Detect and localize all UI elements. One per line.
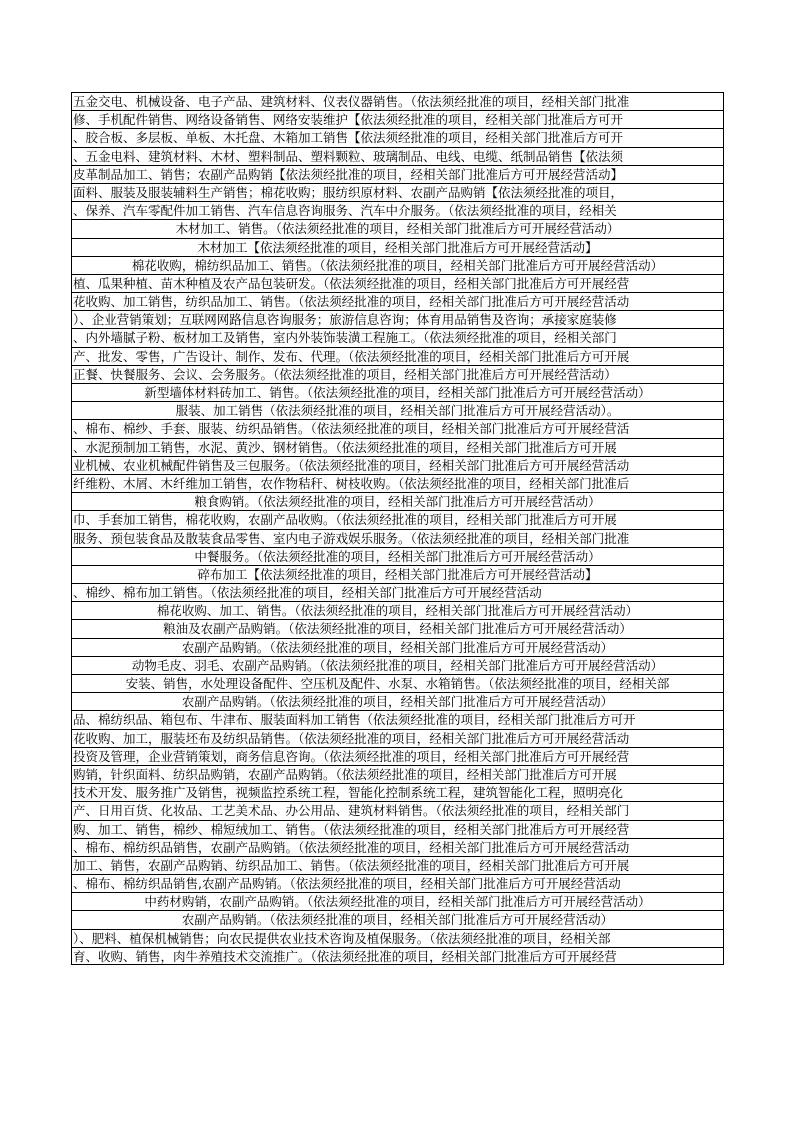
table-row: 纤维粉、木屑、木纤维加工销售，农作物秸秆、树枝收购。（依法须经批准的项目，经相关部门批准后	[72, 474, 723, 492]
table-row: 品、棉纺织品、箱包布、牛津布、服装面料加工销售（依法须经批准的项目，经相关部门批准后方可开	[72, 710, 723, 728]
table-row: 、胶合板、多层板、单板、木托盘、木箱加工销售【依法须经批准的项目，经相关部门批准后方可开	[72, 128, 723, 146]
business-scope-table	[71, 92, 724, 965]
table-row: 农副产品购销。（依法须经批准的项目，经相关部门批准后方可开展经营活动）	[72, 692, 723, 710]
table-row: 产、批发、零售，广告设计、制作、发布、代理。（依法须经批准的项目，经相关部门批准后方可开展	[72, 347, 723, 365]
table-row: 业机械、农业机械配件销售及三包服务。（依法须经批准的项目，经相关部门批准后方可开展经营活动	[72, 456, 723, 474]
table-row: 花收购、加工销售，纺织品加工、销售。（依法须经批准的项目，经相关部门批准后方可开展经营活动	[72, 292, 723, 310]
table-row: ）、企业营销策划；互联网网路信息咨询服务；旅游信息咨询；体育用品销售及咨询；承接家庭装修	[72, 310, 723, 328]
table-row: 、保养、汽车零配件加工销售、汽车信息咨询服务、汽车中介服务。（依法须经批准的项目，经相关	[72, 201, 723, 219]
table-row: 农副产品购销。（依法须经批准的项目，经相关部门批准后方可开展经营活动）	[72, 638, 723, 656]
table-row: 技术开发、服务推广及销售，视频监控系统工程，智能化控制系统工程，建筑智能化工程，照明亮化	[72, 783, 723, 801]
table-row: 加工、销售，农副产品购销、纺织品加工、销售。（依法须经批准的项目，经相关部门批准后方可开展	[72, 856, 723, 874]
table-row: 碎布加工【依法须经批准的项目，经相关部门批准后方可开展经营活动】	[72, 565, 723, 583]
table-row: 五金交电、机械设备、电子产品、建筑材料、仪表仪器销售。（依法须经批准的项目，经相关部门批准	[72, 92, 723, 110]
table-row: 产、日用百货、化妆品、工艺美术品、办公用品、建筑材料销售。（依法须经批准的项目，经相关部门	[72, 801, 723, 819]
table-row: 木材加工、销售。（依法须经批准的项目，经相关部门批准后方可开展经营活动）	[72, 219, 723, 237]
table-row: 购销，针织面料、纺织品购销，农副产品购销。（依法须经批准的项目，经相关部门批准后方可开展	[72, 765, 723, 783]
table-row: 中餐服务。（依法须经批准的项目，经相关部门批准后方可开展经营活动）	[72, 547, 723, 565]
table-row: 棉花收购，棉纺织品加工、销售。（依法须经批准的项目，经相关部门批准后方可开展经营活动）	[72, 256, 723, 274]
table-row: 面料、服装及服装辅料生产销售；棉花收购；服纺织原材料、农副产品购销【依法须经批准的项目，	[72, 183, 723, 201]
table-row: 粮食购销。（依法须经批准的项目，经相关部门批准后方可开展经营活动）	[72, 492, 723, 510]
table-row: 皮革制品加工、销售；农副产品购销【依法须经批准的项目，经相关部门批准后方可开展经营活动】	[72, 165, 723, 183]
table-row: 巾、手套加工销售，棉花收购，农副产品收购。（依法须经批准的项目，经相关部门批准后方可开展	[72, 510, 723, 528]
table-row: 、五金电料、建筑材料、木材、塑料制品、塑料颗粒、玻璃制品、电线、电缆、纸制品销售【依法须	[72, 147, 723, 165]
table-row: 安装、销售，水处理设备配件、空压机及配件、水泵、水箱销售。（依法须经批准的项目，经相关部	[72, 674, 723, 692]
table-row: 服务、预包装食品及散装食品零售、室内电子游戏娱乐服务。（依法须经批准的项目，经相关部门批准	[72, 529, 723, 547]
table-row: 植、瓜果种植、苗木种植及农产品包装研发。（依法须经批准的项目，经相关部门批准后方可开展经营	[72, 274, 723, 292]
table-row: 新型墙体材料砖加工、销售。（依法须经批准的项目，经相关部门批准后方可开展经营活动）	[72, 383, 723, 401]
table-row: 修、手机配件销售、网络设备销售、网络安装维护【依法须经批准的项目，经相关部门批准后方可开	[72, 110, 723, 128]
table-row: 育、收购、销售，肉牛养殖技术交流推广。（依法须经批准的项目，经相关部门批准后方可开展经营	[72, 947, 723, 965]
table-row: 、棉布、棉纺织品销售,农副产品购销。（依法须经批准的项目，经相关部门批准后方可开展经营活动	[72, 874, 723, 892]
table-row: 、棉纱、棉布加工销售。（依法须经批准的项目，经相关部门批准后方可开展经营活动	[72, 583, 723, 601]
table-row: ）、肥料、植保机械销售；向农民提供农业技术咨询及植保服务。（依法须经批准的项目，经相关部	[72, 929, 723, 947]
table-row: 农副产品购销。（依法须经批准的项目，经相关部门批准后方可开展经营活动）	[72, 910, 723, 928]
table-row: 购、加工、销售，棉纱、棉短绒加工、销售。（依法须经批准的项目，经相关部门批准后方可开展经营	[72, 820, 723, 838]
table-row: 、水泥预制加工销售，水泥、黄沙、钢材销售。（依法须经批准的项目，经相关部门批准后方可开展	[72, 438, 723, 456]
table-row: 、棉布、棉纱、手套、服装、纺织品销售。（依法须经批准的项目，经相关部门批准后方可开展经营活	[72, 419, 723, 437]
table-row: 、内外墙腻子粉、板材加工及销售，室内外装饰装潢工程施工。（依法须经批准的项目，经相关部门	[72, 328, 723, 346]
table-row: 中药材购销，农副产品购销。（依法须经批准的项目，经相关部门批准后方可开展经营活动）	[72, 892, 723, 910]
table-row: 服装、加工销售（依法须经批准的项目，经相关部门批准后方可开展经营活动）。	[72, 401, 723, 419]
table-row: 木材加工【依法须经批准的项目，经相关部门批准后方可开展经营活动】	[72, 238, 723, 256]
table-row: 、棉布、棉纺织品销售，农副产品购销。（依法须经批准的项目，经相关部门批准后方可开展经营活动	[72, 838, 723, 856]
table-row: 棉花收购、加工、销售。（依法须经批准的项目，经相关部门批准后方可开展经营活动）	[72, 601, 723, 619]
table-row: 粮油及农副产品购销。（依法须经批准的项目，经相关部门批准后方可开展经营活动）	[72, 619, 723, 637]
table-row: 正餐、快餐服务、会议、会务服务。（依法须经批准的项目，经相关部门批准后方可开展经营活动）	[72, 365, 723, 383]
table-row: 花收购、加工，服装坯布及纺织品销售。（依法须经批准的项目，经相关部门批准后方可开展经营活动	[72, 729, 723, 747]
table-row: 动物毛皮、羽毛、农副产品购销。（依法须经批准的项目，经相关部门批准后方可开展经营活动）	[72, 656, 723, 674]
table-row: 投资及管理，企业营销策划，商务信息咨询。（依法须经批准的项目，经相关部门批准后方可开展经营	[72, 747, 723, 765]
